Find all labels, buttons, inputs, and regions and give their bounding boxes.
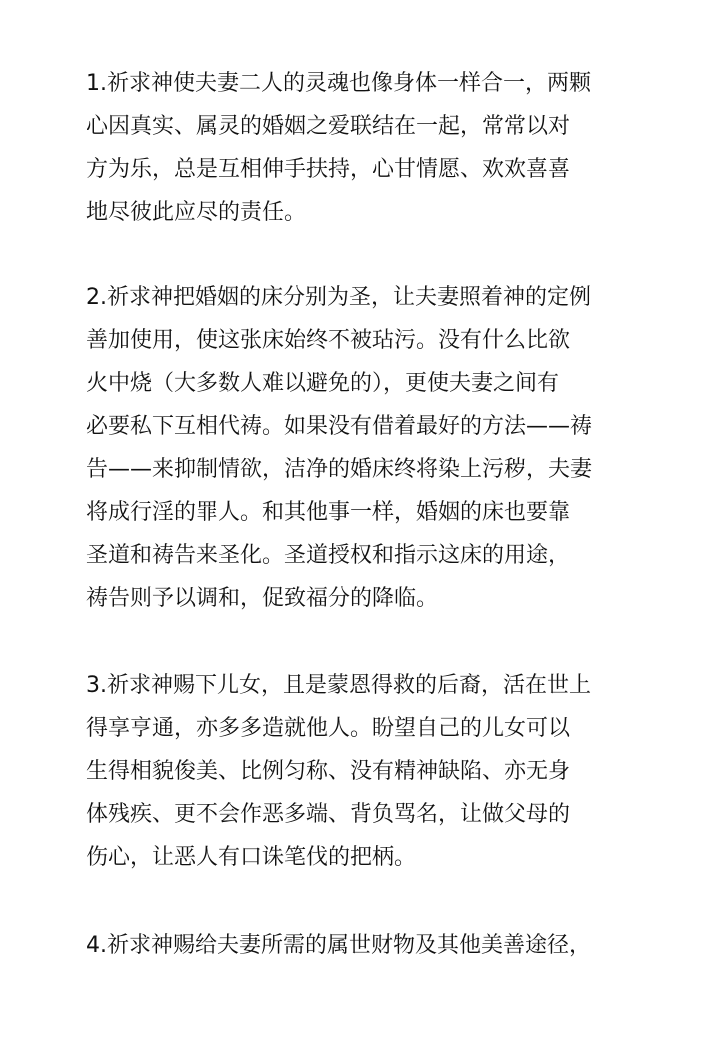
text-line: 方为乐，总是互相伸手扶持，心甘情愿、欢欢喜喜: [86, 157, 571, 182]
text-line: 圣道和祷告来圣化。圣道授权和指示这床的用途，: [86, 543, 571, 568]
text-line: 4.祈求神赐给夫妻所需的属世财物及其他美善途径，: [86, 933, 591, 958]
text-line: 3.祈求神赐下儿女，且是蒙恩得救的后裔，活在世上: [86, 673, 591, 698]
text-line: 1.祈求神使夫妻二人的灵魂也像身体一样合一，两颗: [86, 71, 591, 96]
text-line: 体残疾、更不会作恶多端、背负骂名，让做父母的: [86, 802, 571, 827]
text-line: 2.祈求神把婚姻的床分别为圣，让夫妻照着神的定例: [86, 285, 591, 310]
text-line: 伤心，让恶人有口诛笔伐的把柄。: [86, 845, 417, 870]
text-line: 火中烧（大多数人难以避免的），更使夫妻之间有: [86, 371, 560, 396]
text-line: 必要私下互相代祷。如果没有借着最好的方法——祷: [86, 414, 593, 439]
text-line: 善加使用，使这张床始终不被玷污。没有什么比欲: [86, 328, 571, 353]
text-line: 得享亨通，亦多多造就他人。盼望自己的儿女可以: [86, 716, 571, 741]
paragraph-1: [86, 62, 646, 234]
text-line: 告——来抑制情欲，洁净的婚床终将染上污秽，夫妻: [86, 457, 593, 482]
paragraph-2: [86, 276, 646, 620]
paragraph-3: [86, 664, 646, 879]
text-line: 将成行淫的罪人。和其他事一样，婚姻的床也要靠: [86, 500, 571, 525]
text-line: 生得相貌俊美、比例匀称、没有精神缺陷、亦无身: [86, 759, 571, 784]
text-line: 地尽彼此应尽的责任。: [86, 200, 307, 225]
paragraph-4: [86, 924, 646, 967]
text-line: 祷告则予以调和，促致福分的降临。: [86, 586, 439, 611]
text-line: 心因真实、属灵的婚姻之爱联结在一起，常常以对: [86, 114, 571, 139]
